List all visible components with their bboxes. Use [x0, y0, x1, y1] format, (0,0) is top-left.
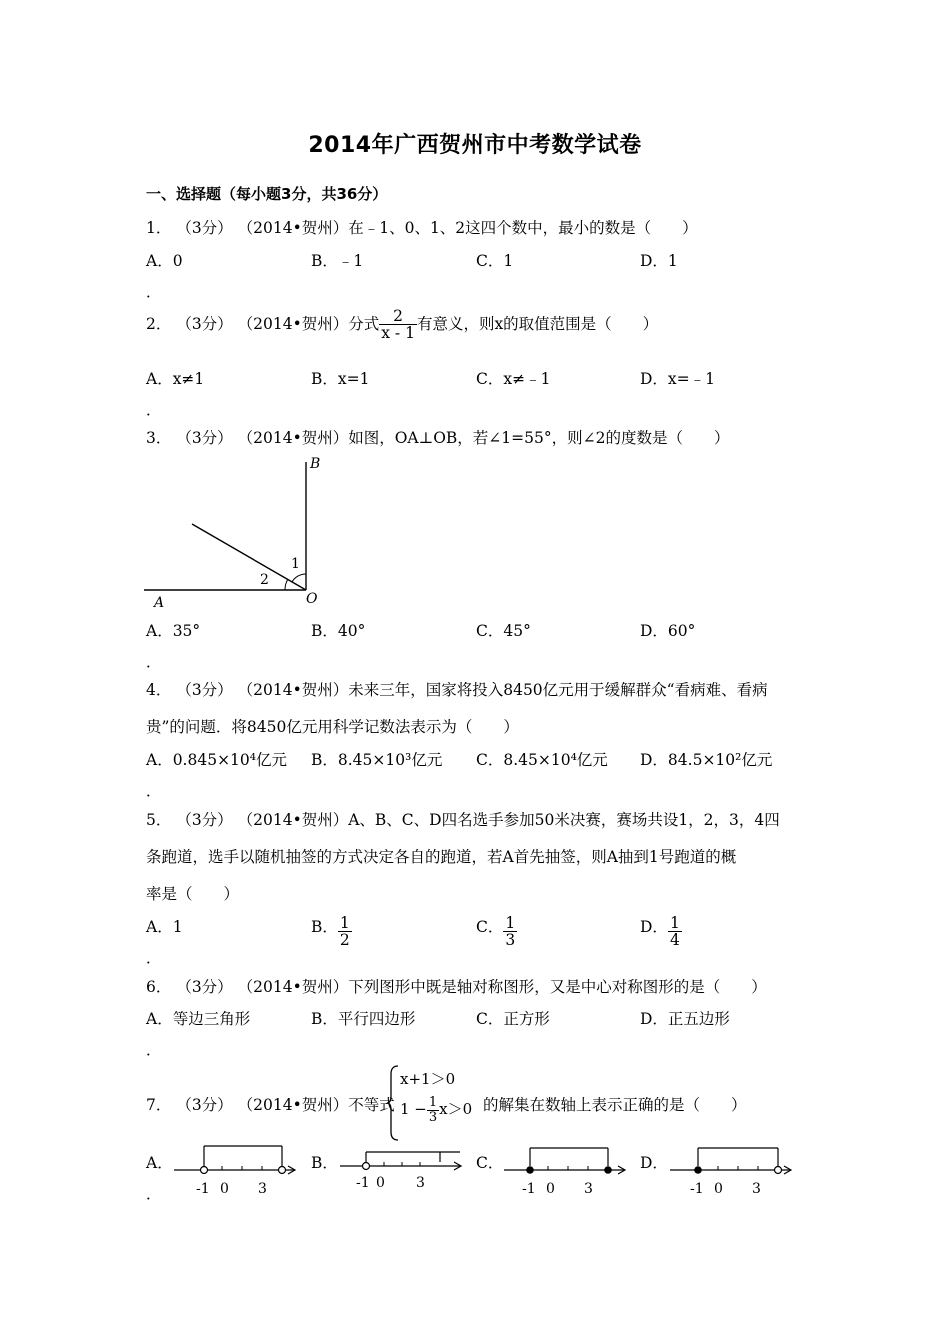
q5-text-line1: A、B、C、D四名选手参加50米决赛，赛场共设1，2，3，4四	[348, 811, 780, 829]
q5-number: 5．	[146, 811, 172, 829]
q5-c-num: 1	[505, 914, 516, 932]
q5-option-d	[640, 915, 682, 949]
ineq2-num: 1	[428, 1095, 438, 1110]
q4-option-d: D．84.5×10²亿元	[640, 751, 773, 769]
number-line-d	[666, 1138, 796, 1198]
ineq2-den: 3	[428, 1109, 438, 1125]
q7-score: （3分）	[176, 1096, 233, 1114]
angle-figure	[140, 452, 340, 612]
q5-option-b-fraction	[338, 915, 352, 949]
q1-option-a: A．0	[146, 252, 183, 270]
tick-c-3: 3	[584, 1181, 593, 1197]
q3-option-d: D．60°	[640, 622, 696, 640]
q6-option-c: C．正方形	[476, 1010, 550, 1028]
q7-option-a-label: A．	[146, 1154, 173, 1172]
label-a: A	[154, 595, 165, 611]
q3-option-a: A．35°	[146, 622, 201, 640]
q6-number: 6．	[146, 978, 172, 996]
q2-dot: ．	[146, 401, 162, 419]
q5-option-d-fraction	[668, 915, 682, 949]
inequality-2	[400, 1096, 472, 1124]
question-3	[146, 426, 729, 448]
q1-option-d: D．1	[640, 252, 678, 270]
q4-number: 4．	[146, 681, 172, 699]
tick-b-3: 3	[416, 1175, 425, 1191]
tick-a-3: 3	[258, 1181, 267, 1197]
q7-option-d-label: D．	[640, 1154, 668, 1172]
question-6	[146, 975, 767, 997]
q4-text-line1: 未来三年，国家将投入8450亿元用于缓解群众“看病难、看病	[348, 681, 768, 699]
question-5	[146, 808, 780, 830]
q7-text-pre: 不等式	[348, 1096, 395, 1114]
q4-option-c: C．8.45×10⁴亿元	[476, 751, 608, 769]
number-line-c	[500, 1138, 630, 1198]
label-angle-1: 1	[291, 556, 300, 572]
q4-option-a: A．0.845×10⁴亿元	[146, 751, 287, 769]
q5-option-c	[476, 915, 517, 949]
q2-source: （2014•贺州）	[237, 314, 349, 333]
q1-score: （3分）	[176, 219, 233, 237]
q2-number: 2．	[146, 314, 172, 333]
tick-d-neg1: -1	[690, 1181, 704, 1197]
tick-b-neg1: -1	[356, 1175, 370, 1191]
ineq2-post: x＞0	[439, 1100, 473, 1119]
q1-number: 1．	[146, 219, 172, 237]
q4-source: （2014•贺州）	[237, 681, 349, 699]
q7-text-post: 的解集在数轴上表示正确的是（ ）	[483, 1096, 747, 1114]
q6-text: 下列图形中既是轴对称图形，又是中心对称图形的是（ ）	[348, 978, 767, 996]
label-b: B	[310, 456, 321, 472]
q3-text: 如图，OA⊥OB，若∠1=55°，则∠2的度数是（ ）	[348, 429, 730, 447]
q7-option-c-label: C．	[476, 1154, 504, 1172]
q5-b-den: 2	[339, 931, 350, 950]
q2-text-post: 有意义，则x的取值范围是（ ）	[416, 314, 659, 333]
q2-option-c: C．x≠﹣1	[476, 370, 551, 388]
label-angle-2: 2	[260, 572, 269, 588]
q1-option-b: B．﹣1	[311, 252, 364, 270]
q5-score: （3分）	[176, 811, 233, 829]
ineq2-fraction	[427, 1096, 439, 1124]
q4-score: （3分）	[176, 681, 233, 699]
ineq2-pre: 1 −	[400, 1100, 427, 1119]
q5-d-num: 1	[669, 914, 680, 932]
q2-frac-num: 2	[379, 308, 417, 325]
q6-source: （2014•贺州）	[237, 978, 349, 996]
q6-option-b: B．平行四边形	[311, 1010, 416, 1028]
q5-dot: ．	[146, 949, 162, 967]
q5-option-c-fraction	[503, 915, 517, 949]
q3-number: 3．	[146, 429, 172, 447]
q2-option-a: A．x≠1	[146, 370, 205, 388]
q2-option-d: D．x=﹣1	[640, 370, 716, 388]
angle-2-arc	[285, 579, 288, 590]
q3-dot: ．	[146, 653, 162, 671]
page-title: 2014年广西贺州市中考数学试卷	[308, 133, 642, 158]
section-heading: 一、选择题（每小题3分，共36分）	[146, 185, 388, 203]
q5-text-line2: 条跑道，选手以随机抽签的方式决定各自的跑道，若A首先抽签，则A抽到1号跑道的概	[146, 848, 737, 866]
tick-d-3: 3	[752, 1181, 761, 1197]
q7-source: （2014•贺州）	[237, 1096, 349, 1114]
q4-option-b: B．8.45×10³亿元	[311, 751, 443, 769]
tick-a-0: 0	[220, 1181, 229, 1197]
q5-option-b	[311, 915, 352, 949]
question-4	[146, 678, 768, 700]
system-brace	[386, 1064, 400, 1142]
q2-fraction	[379, 308, 417, 342]
q5-option-d-label: D．	[640, 918, 668, 936]
q5-source: （2014•贺州）	[237, 811, 349, 829]
tick-d-0: 0	[714, 1181, 723, 1197]
q6-option-a: A．等边三角形	[146, 1010, 251, 1028]
q1-option-c: C．1	[476, 252, 514, 270]
q3-option-b: B．40°	[311, 622, 366, 640]
question-2	[146, 308, 658, 342]
q2-score: （3分）	[176, 314, 233, 333]
tick-c-neg1: -1	[522, 1181, 536, 1197]
q1-text: 在﹣1、0、1、2这四个数中，最小的数是（ ）	[348, 219, 698, 237]
q1-source: （2014•贺州）	[237, 219, 349, 237]
q5-text-line3: 率是（ ）	[146, 885, 240, 903]
q3-source: （2014•贺州）	[237, 429, 349, 447]
q7-number: 7．	[146, 1096, 172, 1114]
angle-1-arc	[292, 574, 306, 582]
tick-c-0: 0	[546, 1181, 555, 1197]
q5-b-num: 1	[339, 914, 350, 932]
question-7	[146, 1093, 395, 1115]
q5-option-c-label: C．	[476, 918, 504, 936]
inequality-1: x+1＞0	[400, 1070, 456, 1088]
ray-oc	[192, 524, 306, 590]
q6-score: （3分）	[176, 978, 233, 996]
q3-score: （3分）	[176, 429, 233, 447]
q5-d-den: 4	[669, 931, 680, 950]
tick-a-neg1: -1	[196, 1181, 210, 1197]
q2-text-pre: 分式	[348, 314, 380, 333]
q2-option-b: B．x=1	[311, 370, 370, 388]
q2-frac-den: x - 1	[381, 324, 415, 343]
number-line-a	[170, 1138, 300, 1198]
q4-text-line2: 贵”的问题．将8450亿元用科学记数法表示为（ ）	[146, 718, 519, 736]
q7-option-b-label: B．	[311, 1154, 338, 1172]
q5-c-den: 3	[505, 931, 516, 950]
q4-dot: ．	[146, 782, 162, 800]
q7-dot: ．	[146, 1185, 162, 1203]
q3-option-c: C．45°	[476, 622, 531, 640]
label-o: O	[306, 591, 318, 607]
q5-option-a: A．1	[146, 918, 183, 936]
number-line-b	[336, 1138, 466, 1198]
q6-option-d: D．正五边形	[640, 1010, 730, 1028]
q5-option-b-label: B．	[311, 918, 338, 936]
q6-dot: ．	[146, 1041, 162, 1059]
q1-dot: ．	[146, 283, 162, 301]
tick-b-0: 0	[376, 1175, 385, 1191]
question-1	[146, 216, 698, 238]
